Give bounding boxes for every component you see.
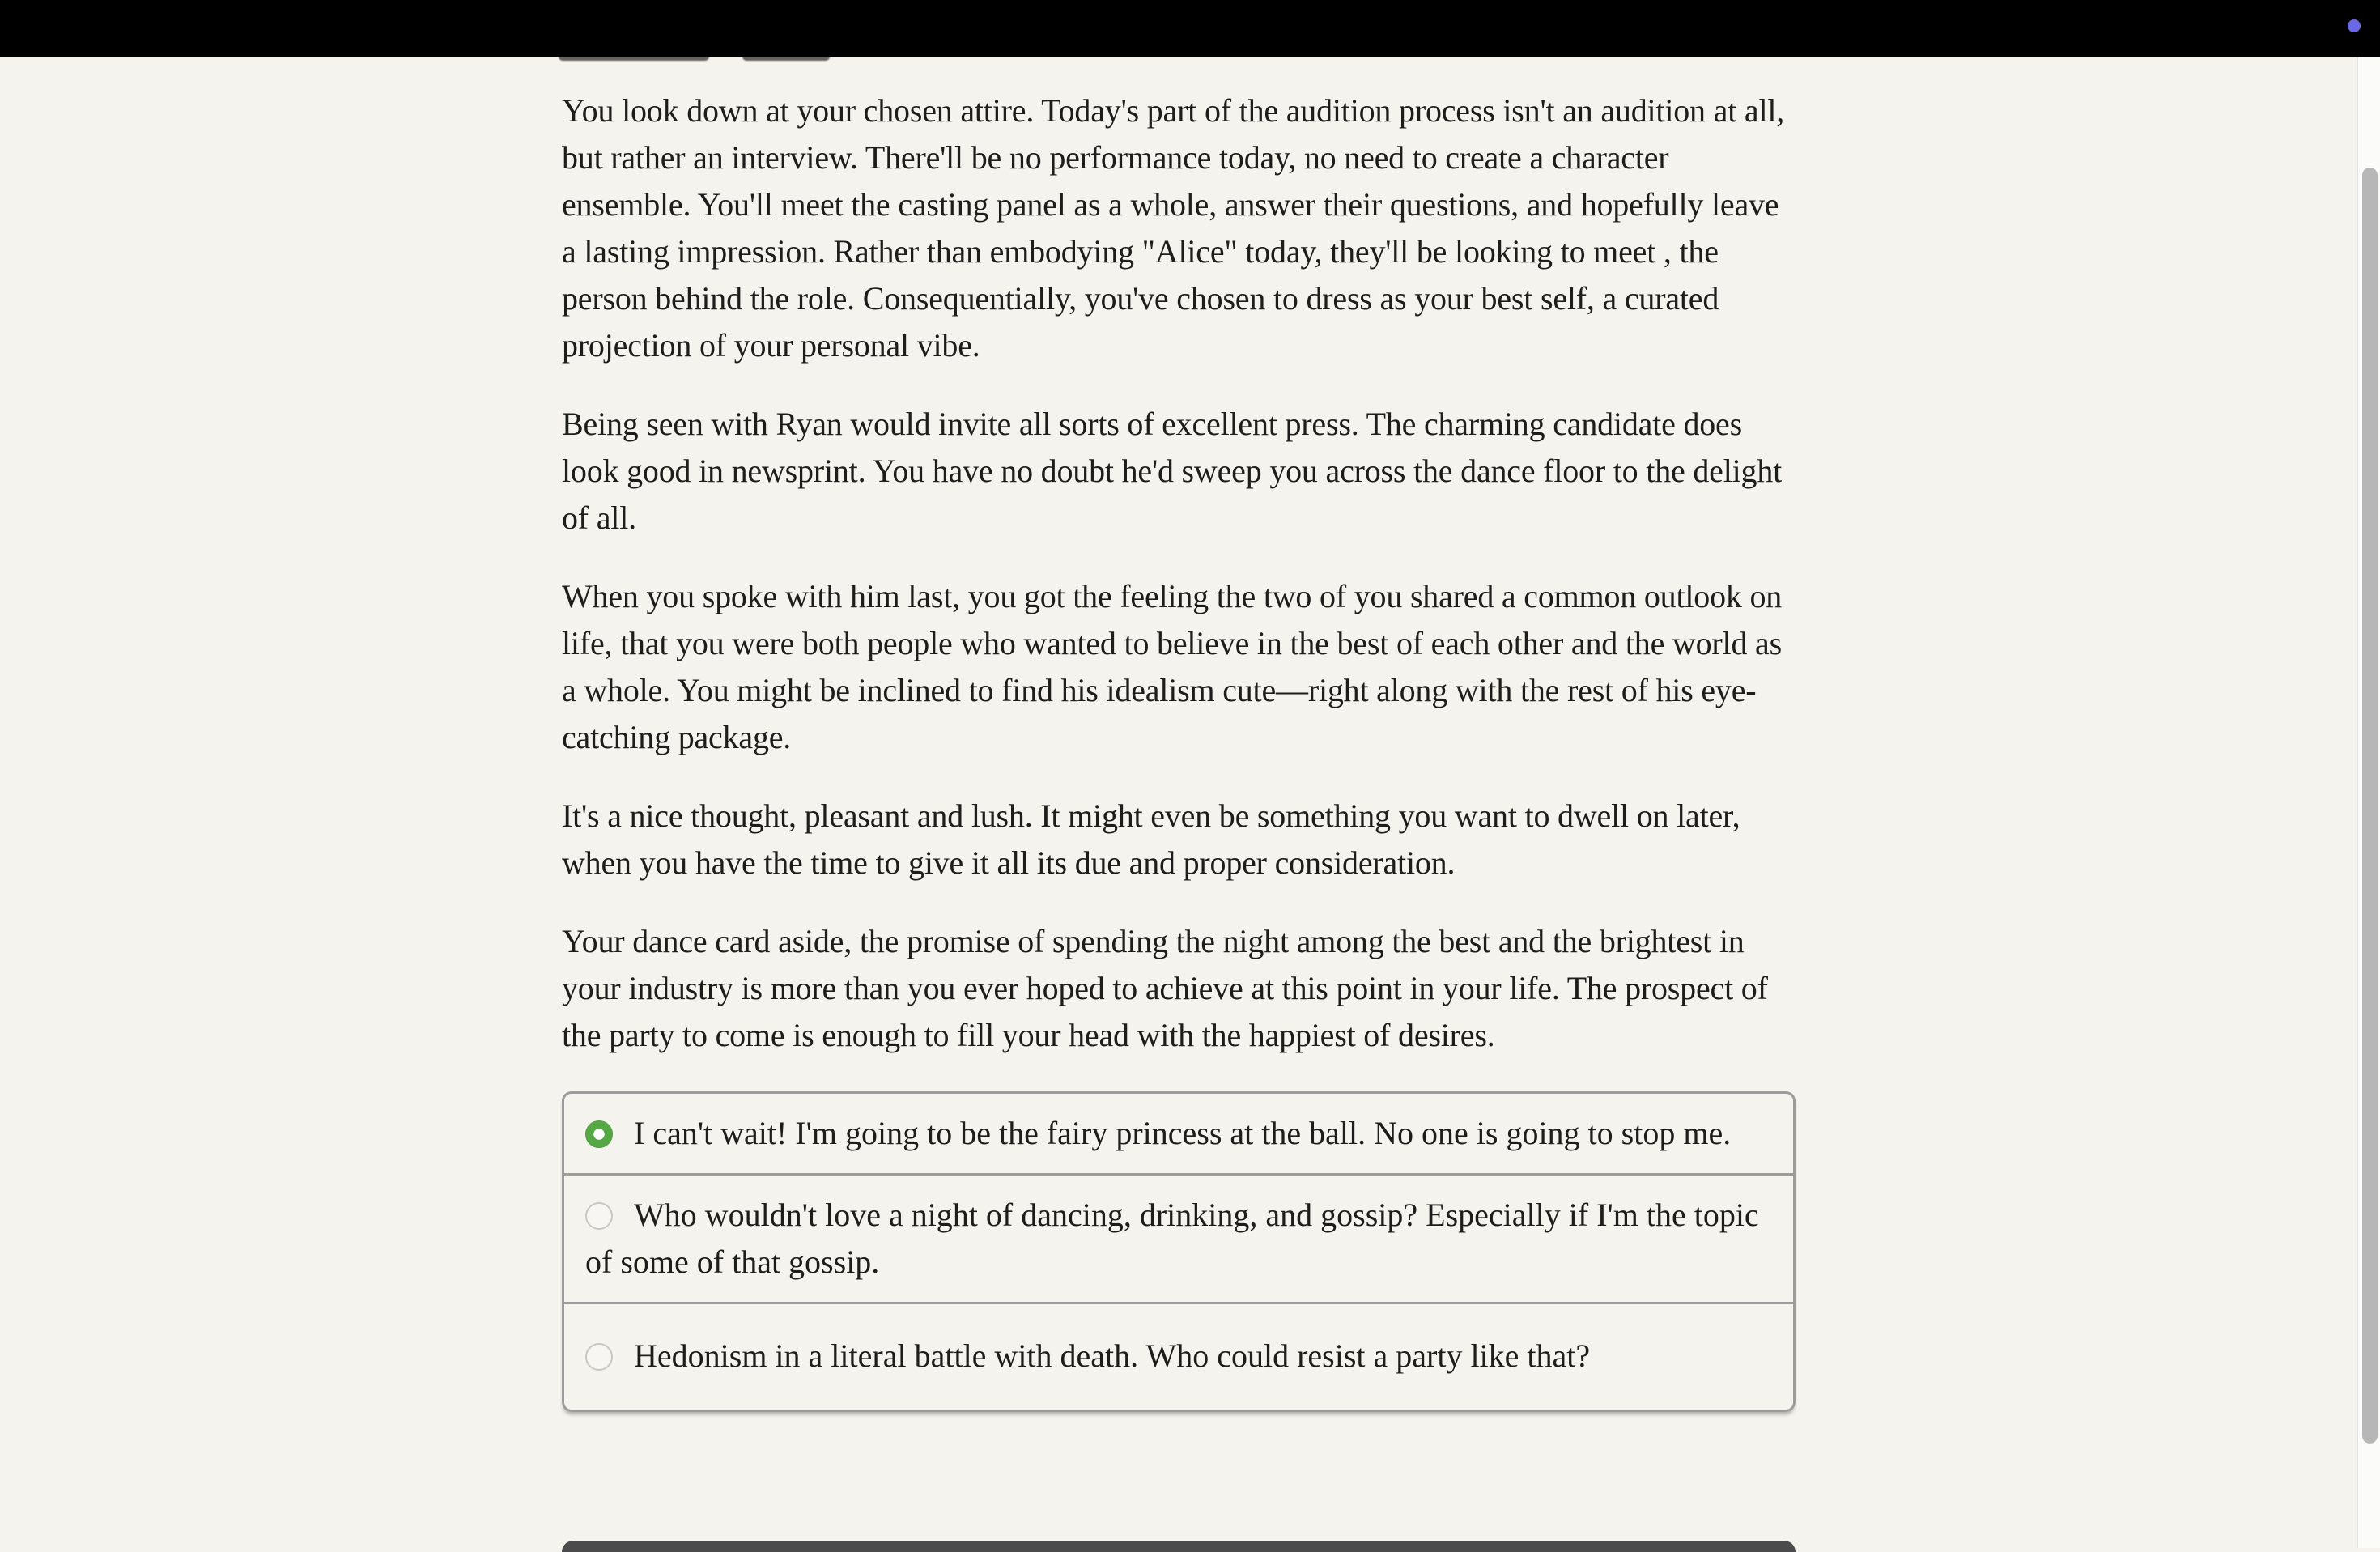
obscured-button-edge-left[interactable]: [559, 57, 709, 61]
scrollbar-track[interactable]: [2357, 57, 2380, 1548]
story-paragraph: It's a nice thought, pleasant and lush. It might even be something you want to dwell on later, when you have the time to give it all its due and proper consideration.: [562, 797, 1740, 881]
notification-dot-icon: [2348, 19, 2361, 32]
story-paragraph: When you spoke with him last, you got the feeling the two of you shared a common outlook on life, that you were both people who wanted to believe in the best of each other and the world as a whole. You might be inclined to find his idealism cute—right along with the rest of his eye-catching package.: [562, 578, 1783, 755]
choice-group: [562, 1091, 1796, 1412]
choice-option-label: I can't wait! I'm going to be the fairy princess at the ball. No one is going to stop me.: [634, 1115, 1732, 1151]
choice-option-label: Hedonism in a literal battle with death. Who could resist a party like that?: [634, 1337, 1591, 1374]
choice-option-3[interactable]: [564, 1302, 1793, 1410]
radio-button-icon[interactable]: [585, 1120, 613, 1148]
next-button-partial[interactable]: [562, 1541, 1796, 1552]
scrollbar-thumb[interactable]: [2362, 168, 2378, 1444]
top-nav-bar: [0, 0, 2380, 57]
story-page: [562, 87, 1796, 1412]
choice-option-label: Who wouldn't love a night of dancing, drinking, and gossip? Especially if I'm the topic of some of that gossip.: [585, 1197, 1759, 1280]
obscured-button-edge-right[interactable]: [742, 57, 830, 61]
choice-option-1[interactable]: [564, 1094, 1793, 1173]
story-paragraph: You look down at your chosen attire. Today's part of the audition process isn't an audition at all, but rather an interview. There'll be no performance today, no need to create a character ensemble. You'll meet the casting panel as a whole, answer their questions, and hopefully leave a lasting impression. Rather than embodying "Alice" today, they'll be looking to meet , the person behind the role. Consequentially, you've chosen to dress as your best self, a curated projection of your personal vibe.: [562, 92, 1785, 364]
radio-button-icon[interactable]: [585, 1343, 613, 1371]
radio-button-icon[interactable]: [585, 1202, 613, 1230]
story-paragraph: Your dance card aside, the promise of spending the night among the best and the brightest in your industry is more than you ever hoped to achieve at this point in your life. The prospect of the party to come is enough to fill your head with the happiest of desires.: [562, 923, 1768, 1053]
choice-option-2[interactable]: [564, 1173, 1793, 1302]
story-paragraph: Being seen with Ryan would invite all sorts of excellent press. The charming candidate does look good in newsprint. You have no doubt he'd sweep you across the dance floor to the delight of all.: [562, 406, 1783, 536]
